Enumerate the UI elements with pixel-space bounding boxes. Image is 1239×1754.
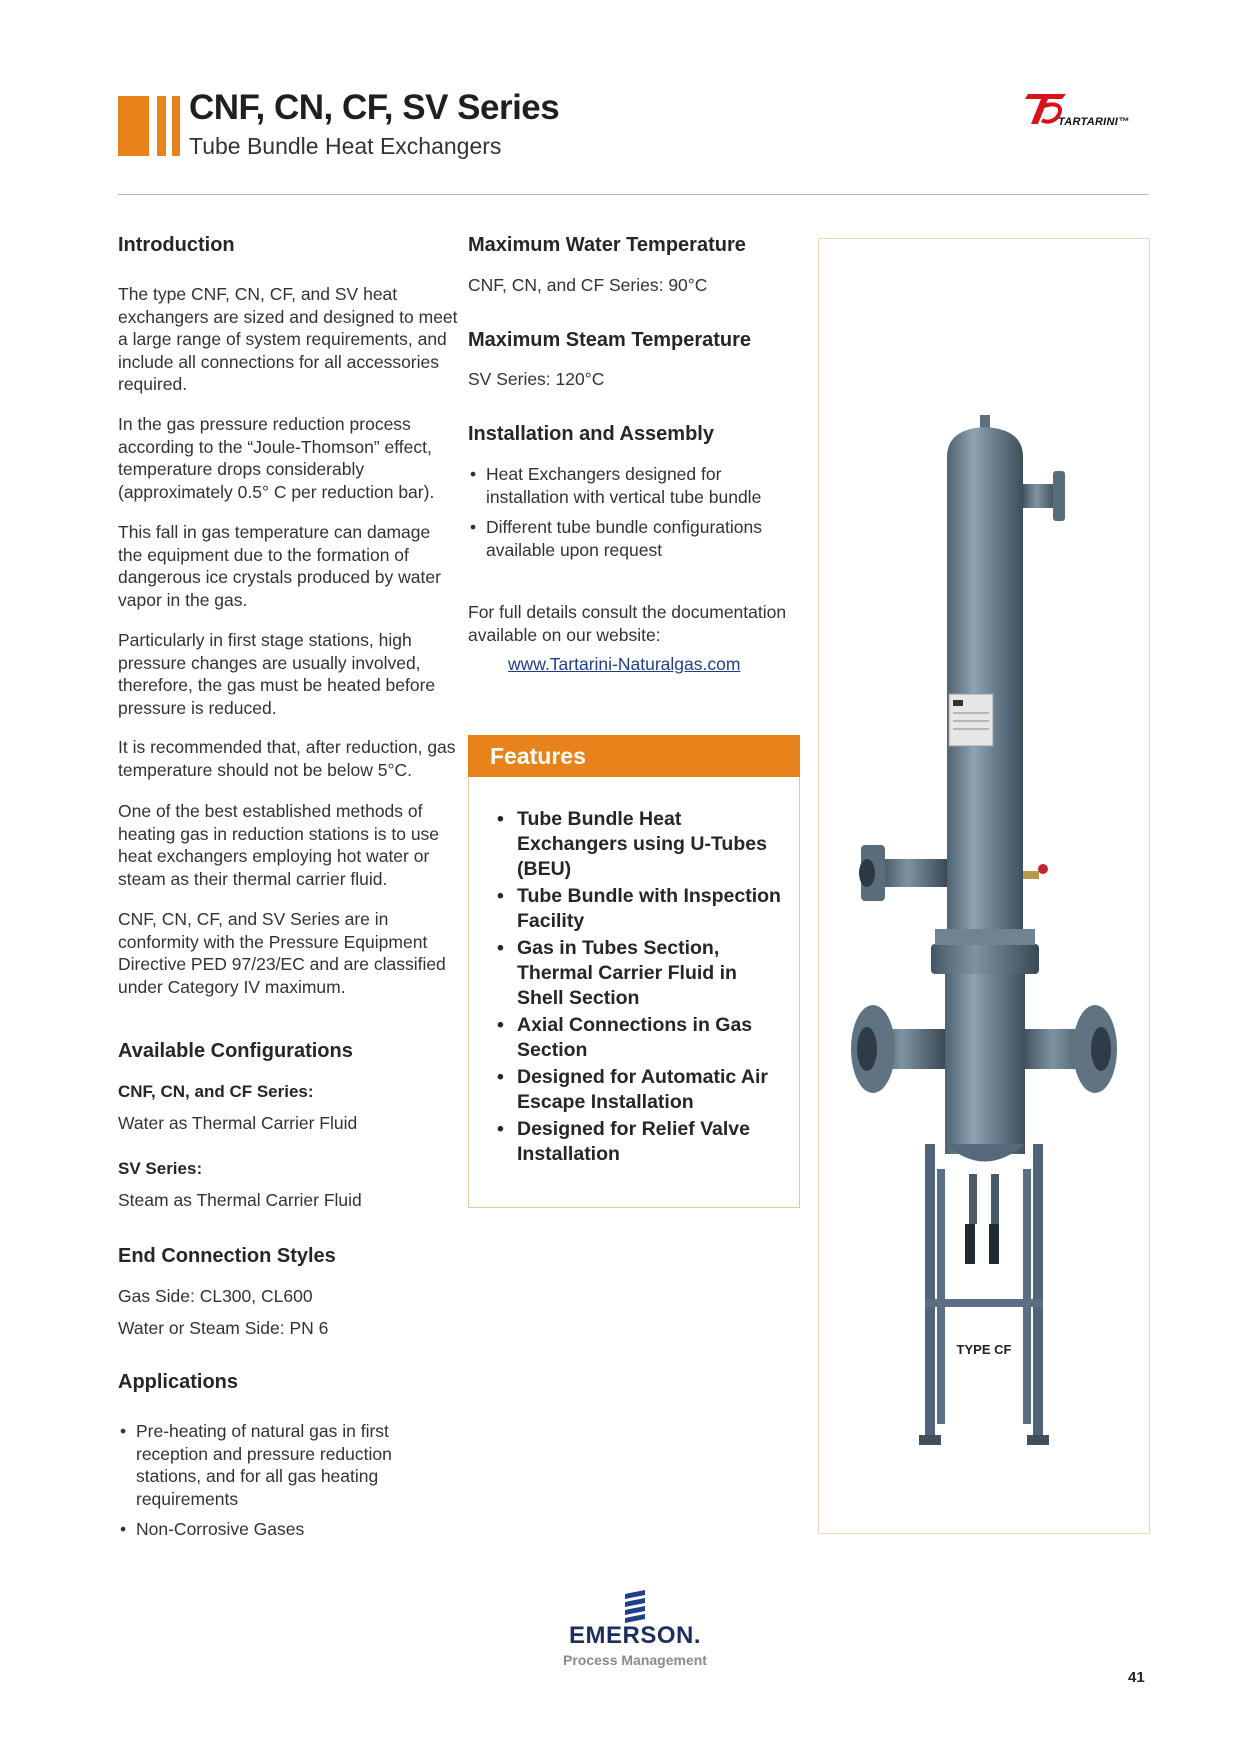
water-temp-text: CNF, CN, and CF Series: 90°C [468, 275, 708, 295]
water-temp-heading: Maximum Water Temperature [468, 234, 746, 256]
details-text: For full details consult the documentation available on our website: [468, 602, 787, 645]
intro-paragraph-2: In the gas pressure reduction process according to the “Joule-Thomson” effect, temperature drops considerably (approximately 0.5° C per reduction bar). [118, 414, 435, 502]
heat-exchanger-image [819, 239, 1149, 1533]
page-subtitle: Tube Bundle Heat Exchangers [189, 133, 502, 159]
end-connections-heading: End Connection Styles [118, 1245, 336, 1267]
product-image-panel [818, 238, 1150, 1534]
accent-bar-wide [118, 96, 149, 156]
list-item: • Non-Corrosive Gases [118, 1518, 418, 1541]
page-title: CNF, CN, CF, SV Series [189, 88, 560, 127]
list-item: • Tube Bundle with Inspection Facility [495, 884, 785, 934]
intro-paragraph-7: CNF, CN, CF, and SV Series are in conformity with the Pressure Equipment Directive PED 97/23/EC and are classified under Category IV maximum. [118, 909, 446, 997]
steam-temp-text: SV Series: 120°C [468, 369, 605, 389]
intro-paragraph-6: One of the best established methods of heating gas in reduction stations is to use heat exchangers employing hot water or steam as their thermal carrier fluid. [118, 801, 440, 889]
config-value-cnf: Water as Thermal Carrier Fluid [118, 1113, 358, 1133]
installation-heading: Installation and Assembly [468, 423, 714, 445]
list-item: • Axial Connections in Gas Section [495, 1013, 785, 1063]
tartarini-logo [1022, 90, 1152, 130]
introduction-heading: Introduction [118, 234, 235, 256]
emerson-logo-icon [615, 1590, 655, 1624]
intro-paragraph-5: It is recommended that, after reduction, gas temperature should not be below 5°C. [118, 737, 456, 780]
config-value-sv: Steam as Thermal Carrier Fluid [118, 1190, 362, 1210]
list-item: • Different tube bundle configurations available upon request [468, 516, 800, 561]
end-connection-water: Water or Steam Side: PN 6 [118, 1318, 329, 1338]
list-item: • Designed for Automatic Air Escape Installation [495, 1065, 785, 1115]
config-label-cnf: CNF, CN, and CF Series: [118, 1082, 314, 1101]
header-divider [118, 194, 1149, 195]
intro-paragraph-1: The type CNF, CN, CF, and SV heat exchangers are sized and designed to meet a large range of system requirements, and include all connections for all accessories required. [118, 284, 458, 394]
features-heading: Features [490, 743, 586, 769]
accent-bar-thin [157, 96, 166, 156]
applications-list [118, 1420, 418, 1541]
emerson-logo [560, 1590, 710, 1670]
steam-temp-heading: Maximum Steam Temperature [468, 329, 752, 351]
page-number: 41 [1128, 1669, 1145, 1686]
emerson-logo-text: EMERSON. [568, 1622, 701, 1649]
tartarini-logo-text: TARTARINI™ [1058, 116, 1130, 128]
list-item: • Gas in Tubes Section, Thermal Carrier Fluid in Shell Section [495, 936, 785, 1011]
website-link[interactable]: www.Tartarini-Naturalgas.com [508, 654, 741, 674]
features-box [468, 735, 800, 1208]
list-item: • Heat Exchangers designed for installation with vertical tube bundle [468, 463, 800, 508]
figure-caption: TYPE CF [956, 1342, 1012, 1357]
accent-bar-thin-2 [172, 96, 180, 156]
list-item: • Designed for Relief Valve Installation [495, 1117, 785, 1167]
features-header [468, 735, 800, 777]
installation-list [468, 463, 800, 561]
list-item: • Pre-heating of natural gas in first reception and pressure reduction stations, and for all gas heating requirements [118, 1420, 418, 1510]
end-connection-gas: Gas Side: CL300, CL600 [118, 1286, 313, 1306]
list-item: • Tube Bundle Heat Exchangers using U-Tubes (BEU) [495, 807, 785, 882]
intro-paragraph-3: This fall in gas temperature can damage the equipment due to the formation of dangerous ice crystals produced by water vapor in the gas. [118, 522, 441, 610]
emerson-logo-subtext: Process Management [563, 1652, 707, 1668]
config-label-sv: SV Series: [118, 1159, 203, 1178]
features-list [495, 807, 785, 1169]
introduction-section [118, 234, 458, 257]
applications-heading: Applications [118, 1371, 239, 1393]
configurations-heading: Available Configurations [118, 1040, 353, 1062]
intro-paragraph-4: Particularly in first stage stations, high pressure changes are usually involved, therefore, the gas must be heated before pressure is reduced. [118, 630, 436, 718]
